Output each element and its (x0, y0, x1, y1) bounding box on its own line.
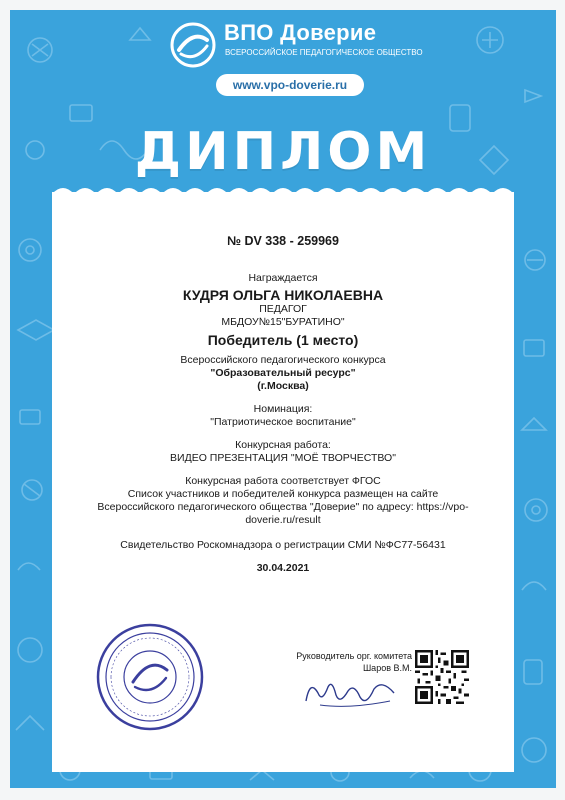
qr-code[interactable] (415, 650, 469, 704)
recipient-name: КУДРЯ ОЛЬГА НИКОЛАЕВНА (182, 287, 384, 303)
brand-logo-block (170, 18, 430, 78)
diploma-frame (10, 10, 556, 788)
official-seal-stamp (95, 622, 205, 732)
diploma-content (52, 234, 514, 574)
brand-url[interactable]: www.vpo-doverie.ru (216, 74, 364, 96)
contest-type: Всероссийского педагогического конкурса (180, 354, 386, 366)
issue-date: 30.04.2021 (256, 562, 310, 574)
award-place: Победитель (1 место) (207, 332, 359, 348)
recipient-position: ПЕДАГОГ (259, 303, 307, 315)
brand-subtitle: ВСЕРОССИЙСКОЕ ПЕДАГОГИЧЕСКОЕ ОБЩЕСТВО (225, 48, 423, 57)
diploma-title: ДИПЛОМ (134, 122, 432, 182)
results-note-line3: doverie.ru/result (245, 514, 321, 526)
work-label: Конкурсная работа: (235, 439, 331, 451)
results-note-line1: Список участников и победителей конкурса размещен на сайте (127, 488, 439, 500)
registration-note: Свидетельство Роскомнадзора о регистрации СМИ №ФС77-56431 (120, 539, 446, 551)
awarded-label: Награждается (248, 272, 318, 284)
contest-name: "Образовательный ресурс" (210, 367, 356, 379)
fgos-note: Конкурсная работа соответствует ФГОС (185, 475, 381, 487)
nomination-label: Номинация: (253, 403, 313, 415)
contest-city: (г.Москва) (257, 380, 309, 392)
brand-name: ВПО Доверие (224, 20, 377, 45)
signatory-role: Руководитель орг. комитета (296, 651, 412, 661)
signatory-name: Шаров В.М. (362, 663, 412, 673)
handwritten-signature (300, 673, 400, 713)
certificate-number: № DV 338 - 259969 (227, 234, 339, 248)
signatory-block (272, 650, 412, 674)
recipient-organization: МБДОУ№15"БУРАТИНО" (221, 316, 345, 328)
nomination-value: "Патриотическое воспитание" (210, 416, 356, 428)
results-note-line2: Всероссийского педагогического общества "Доверие" по адресу: https://vpo- (97, 501, 469, 513)
work-value: ВИДЕО ПРЕЗЕНТАЦИЯ "МОЁ ТВОРЧЕСТВО" (170, 452, 396, 464)
brand-logo-icon (170, 22, 216, 68)
